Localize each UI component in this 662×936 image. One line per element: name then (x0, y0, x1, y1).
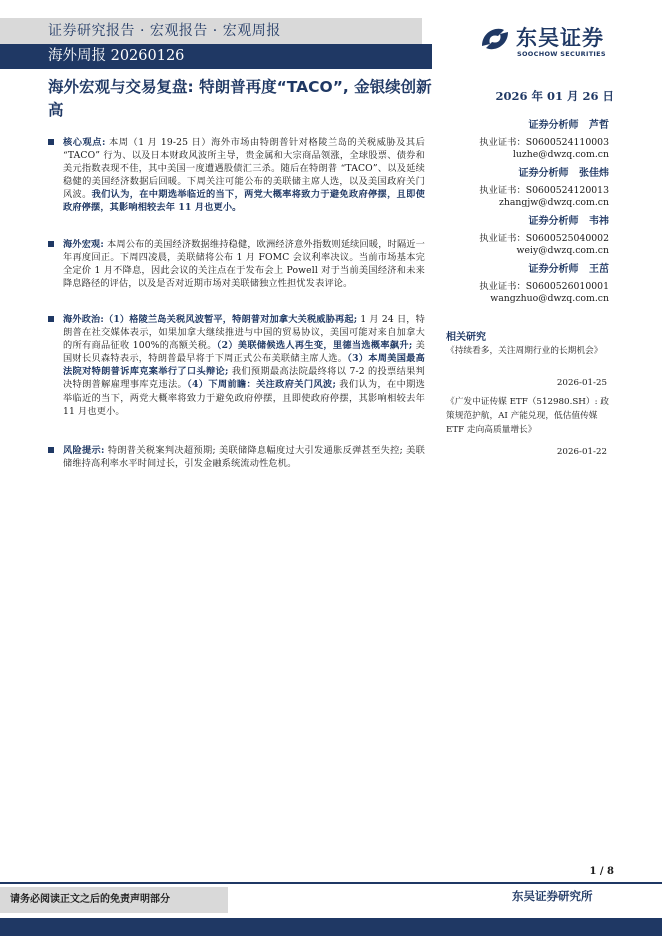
related-research-date: 2026-01-25 (556, 378, 607, 388)
bullet-label: 海外宏观: (63, 239, 104, 250)
bullet-risk-warning (48, 444, 425, 470)
analyst-cert: 执业证书：S0600526010001 (479, 281, 609, 292)
disclaimer-notice[interactable]: 请务必阅读正文之后的免责声明部分 (0, 887, 228, 913)
bullet-label: 海外政治: (63, 314, 104, 325)
analyst-email[interactable]: weiy@dwzq.com.cn (516, 245, 609, 256)
bullet-label: 风险提示: (63, 445, 105, 456)
analyst-cert: 执业证书：S0600524120013 (479, 185, 609, 196)
politics-text-2: 美国财长贝森特表示，特朗普最早将于下周正式公布美联储主席人选。 (63, 340, 425, 365)
analyst-name: 王茁 (589, 264, 609, 275)
bullet-bold-text: 我们认为，在中期选举临近的当下，两党大概率将致力于避免政府停摆，且即使政府停摆，其影响相较去年 11 月也更小。 (63, 189, 426, 214)
analyst-cert: 执业证书：S0600524110003 (479, 137, 609, 148)
bullet-text: 本周公布的美国经济数据维持稳健，欧洲经济意外指数则延续回暖，时隔近一年再度回正。下周四凌晨，美联储将公布 1 月 FOMC 会议利率决议。当前市场基本完全定价 1 月不降息，因此会议的关注点在于发布会上 Powell 对于当前美国经济和未来降息路径的评估，以及是否对近期市场对美联储独立性担忧发表评论。 (63, 239, 425, 290)
analyst-name: 韦祎 (589, 216, 609, 227)
bullet-marker (48, 316, 54, 322)
institute-name: 东吴证券研究所 (512, 889, 593, 903)
analyst-email[interactable]: zhangjw@dwzq.com.cn (499, 197, 609, 208)
analyst-role: 证券分析师 张佳炜 (518, 168, 609, 179)
logo-text-en: SOOCHOW SECURITIES (517, 50, 606, 58)
politics-text-1: 1 月 24 日，特朗普在社交媒体表示，如果加拿大继续推进与中国的贸易协议，美国可能对来自加拿大的所有商品征收 100%的高额关税。 (63, 314, 425, 352)
bullet-text: 特朗普关税案判决超预期; 美联储降息幅度过大引发通胀反弹甚至失控; 美联储维持高利率水平时间过长，引发金融系统流动性危机。 (63, 445, 425, 470)
report-type-bar: 海外周报 20260126 (0, 44, 432, 69)
page-number: 1 / 8 (589, 866, 614, 877)
footer-divider (0, 882, 662, 884)
analyst-role: 证券分析师 王茁 (528, 264, 609, 275)
analyst-cert: 执业证书：S0600525040002 (479, 233, 609, 244)
related-research-item[interactable]: 《持续看多，关注周期行业的长期机会》 (446, 346, 603, 356)
bullet-overseas-macro (48, 238, 425, 290)
analyst-email[interactable]: wangzhuo@dwzq.com.cn (490, 293, 609, 304)
related-research-date: 2026-01-22 (556, 447, 607, 457)
politics-text-4: 我们认为，在中期选举临近的当下，两党大概率将致力于避免政府停摆，且即使政府停摆，其影响相较去年 11 月也更小。 (63, 379, 426, 417)
politics-point-3: （3）本周美国最高法院对特朗普诉库克案举行了口头辩论; (63, 353, 425, 378)
analyst-block (446, 116, 609, 308)
politics-point-1: （1）格陵兰岛关税风波暂平，特朗普对加拿大关税威胁再起; (103, 314, 358, 325)
politics-point-2: （2）美联储候选人再生变，里德当选概率飙升; (216, 340, 413, 352)
bullet-marker (48, 139, 54, 145)
related-research-title: 相关研究 (446, 332, 486, 343)
analyst-name: 芦哲 (589, 120, 609, 131)
bullet-overseas-politics (48, 313, 425, 418)
politics-point-4: （4）下周前瞻：关注政府关门风波; (187, 379, 337, 391)
politics-text-3: 我们预期最高法院最终将以 7-2 的投票结果判决特朗普解雇理事库克违法。 (63, 366, 426, 391)
bullet-text: 本周（1 月 19-25 日）海外市场由特朗普针对格陵兰岛的关税威胁及其后 “TACO” 行为、以及日本财政风波所主导，贵金属和大宗商品领涨，全球股票、债券和美元指数表现不佳，其中美国一度遭遇股债汇三杀。随后在特朗普 “TACO”、以及延续稳健的美国经济数据后回暖。下周关注可能公布的美联储主席人选，以及美国政府关门风波。 (63, 137, 425, 201)
analyst-name: 张佳炜 (579, 168, 609, 179)
report-date: 2026 年 01 月 26 日 (495, 89, 614, 103)
analyst-role: 证券分析师 韦祎 (528, 216, 609, 227)
related-research-item[interactable]: 《广发中证传媒 ETF（512980.SH）: 政策规范护航，AI 产能兑现，低估值传媒 ETF 走向高质量增长》 (446, 397, 609, 435)
report-category-bar: 证券研究报告 · 宏观报告 · 宏观周报 (0, 18, 422, 44)
bullet-marker (48, 241, 54, 247)
bullet-core-view (48, 136, 425, 215)
analyst-email[interactable]: luzhe@dwzq.com.cn (512, 149, 609, 160)
page-title: 海外宏观与交易复盘: 特朗普再度“TACO”, 金银续创新高 (48, 78, 432, 119)
footer-band (0, 918, 662, 936)
analyst-role: 证券分析师 芦哲 (528, 120, 609, 131)
logo-text-cn: 东吴证券 (516, 26, 604, 50)
soochow-logo-icon (478, 22, 512, 56)
bullet-marker (48, 447, 54, 453)
bullet-label: 核心观点: (63, 137, 106, 148)
